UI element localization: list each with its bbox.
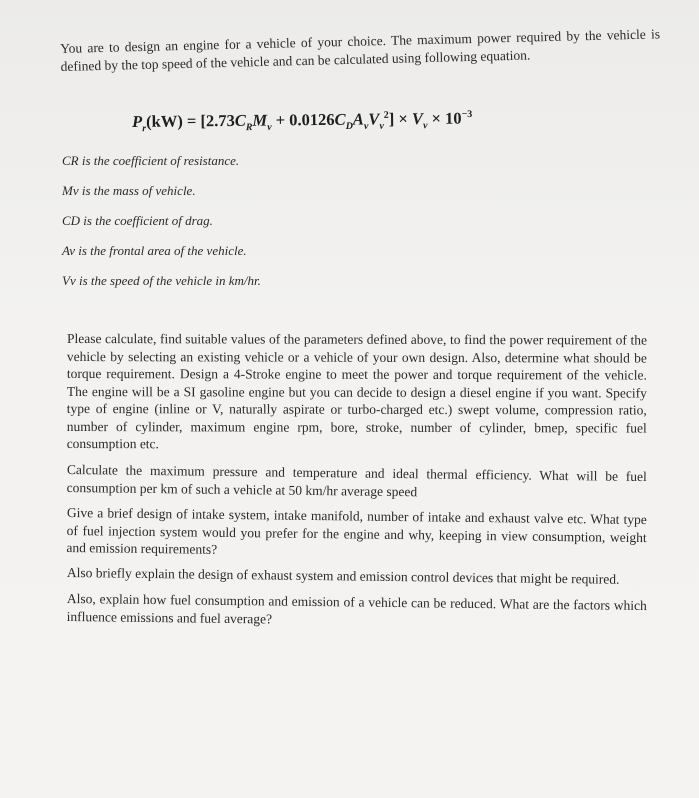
task-paragraphs [67, 330, 647, 633]
eq-plus: + 0.0126 [271, 109, 335, 130]
eq-t1-c-sub: R [245, 122, 253, 134]
paragraph-fuel-emissions: Also, explain how fuel consumption and emission of a vehicle can be reduced. What are the factors which influence emissions and fuel average? [66, 590, 647, 626]
eq-exp: −3 [461, 108, 473, 121]
definition-av: Av is the frontal area of the vehicle. [62, 243, 247, 258]
eq-t2-c-sub: D [345, 120, 354, 133]
cut-off-heading [0, 0, 699, 10]
paragraph-pressure-temperature: Calculate the maximum pressure and temperature and ideal thermal efficiency. What will be fuel consumption per km of such a vehicle at 50 km/hr average speed [66, 461, 647, 499]
power-equation [132, 108, 472, 134]
eq-t2-v-sub: v [379, 120, 384, 132]
paragraph-intake-system: Give a brief design of intake system, intake manifold, number of intake and exhaust valve etc. What type of fuel injection system would you prefer for the engine and why, keeping in view consumption, weight and emission requirements? [66, 504, 647, 557]
intro-paragraph: You are to design an engine for a vehicle of your choice. The maximum power required by the vehicle is defined by the top speed of the vehicle and can be calculated using following equation. [60, 26, 661, 74]
paragraph-design-task: Please calculate, find suitable values of the parameters defined above, to find the power requirement of the vehicle by selecting an existing vehicle or a vehicle of your own design. Also, determine what should be torque requirement. Design a 4-Stroke engine to meet the power and torque requirement of the vehicle. The engine will be a SI gasoline engine but you can decide to design a diesel engine if you want. Specify type of engine (inline or V, naturally aspirate or turbo-charged etc.) swept volume, compression ratio, number of cylinder, maximum engine rpm, bore, stroke, number of cylinder, bmep, specific fuel consumption etc. [66, 331, 647, 452]
paragraph-exhaust-system: Also briefly explain the design of exhaust system and emission control devices that might be required. [66, 564, 620, 587]
eq-t2-v: V [368, 109, 380, 129]
eq-t1-c: C [234, 110, 246, 130]
eq-t2-v-sup: 2 [383, 109, 389, 121]
definition-cr: CR is the coefficient of resistance. [62, 153, 240, 168]
eq-t2-a: A [352, 109, 364, 129]
eq-times: × 10 [427, 108, 462, 128]
eq-close: ] × [388, 109, 413, 129]
eq-lhs-unit: (kW) = [2.73 [145, 110, 235, 131]
eq-t2-c: C [334, 109, 346, 129]
eq-lhs-sub: r [142, 123, 147, 135]
eq-t2-a-sub: v [363, 120, 369, 132]
eq-lhs: P [132, 111, 143, 131]
definition-mv: Mv is the mass of vehicle. [62, 183, 196, 198]
eq-t3-v-sub: v [422, 120, 428, 132]
eq-t1-m: M [252, 110, 268, 130]
definition-vv: Vv is the speed of the vehicle in km/hr. [62, 273, 261, 288]
definition-cd: CD is the coefficient of drag. [62, 213, 213, 228]
eq-t1-m-sub: v [267, 121, 272, 133]
parameter-definitions [62, 150, 261, 300]
eq-t3-v: V [411, 108, 424, 129]
